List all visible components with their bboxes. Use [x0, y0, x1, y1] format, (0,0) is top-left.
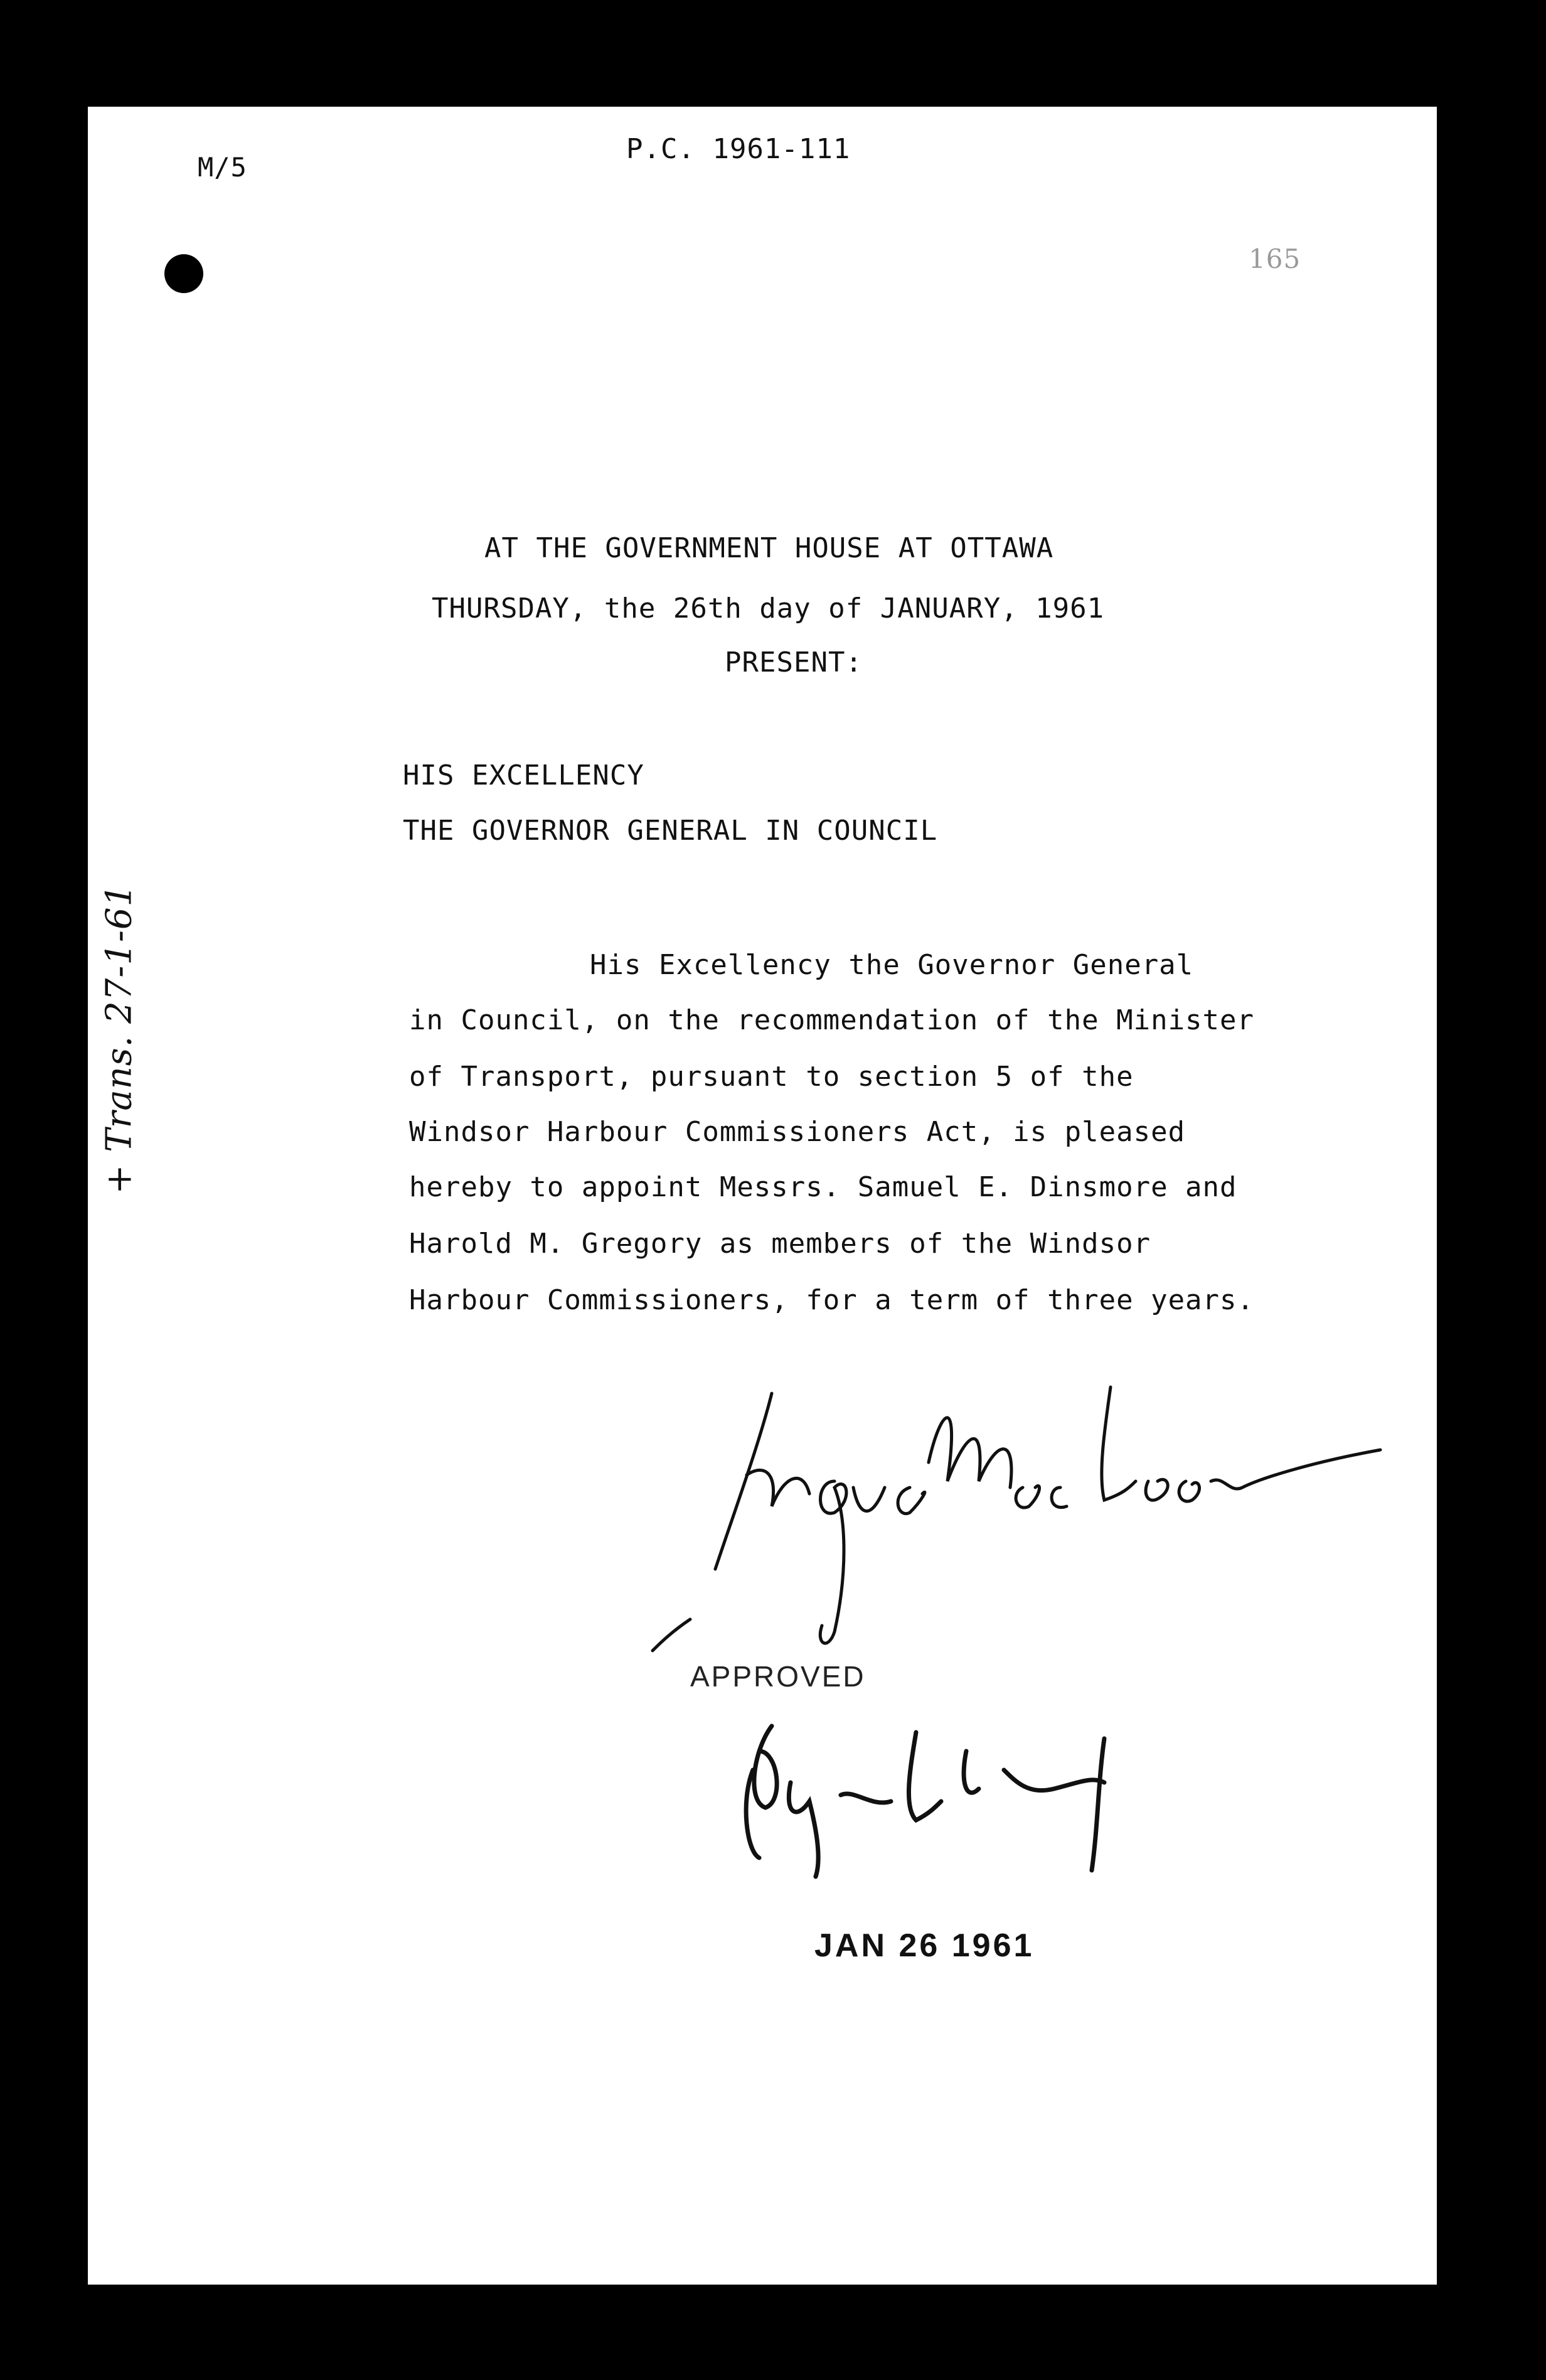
addressee-line-2: THE GOVERNOR GENERAL IN COUNCIL	[403, 815, 938, 847]
heading-line-1: AT THE GOVERNMENT HOUSE AT OTTAWA	[484, 532, 1054, 564]
body-line: Harold M. Gregory as members of the Windsor	[409, 1228, 1151, 1260]
page-number-stamp: 165	[1249, 244, 1301, 274]
heading-line-2: THURSDAY, the 26th day of JANUARY, 1961	[432, 592, 1105, 624]
body-line: hereby to appoint Messrs. Samuel E. Dinsmore and	[409, 1171, 1237, 1203]
signature-minister	[646, 1368, 1399, 1657]
body-line: His Excellency the Governor General	[590, 949, 1194, 981]
file-mark: M/5	[198, 152, 247, 183]
order-number: P.C. 1961-111	[626, 133, 851, 165]
heading-line-3: PRESENT:	[725, 646, 863, 678]
approved-stamp: APPROVED	[690, 1660, 866, 1693]
body-line: in Council, on the recommendation of the Minister	[409, 1004, 1255, 1036]
date-stamp: JAN 26 1961	[814, 1927, 1035, 1964]
body-line: Harbour Commissioners, for a term of three years.	[409, 1284, 1255, 1316]
punch-hole	[164, 254, 203, 293]
body-line: of Transport, pursuant to section 5 of the	[409, 1061, 1134, 1093]
addressee-line-1: HIS EXCELLENCY	[403, 759, 644, 791]
body-line: Windsor Harbour Commissioners Act, is pleased	[409, 1116, 1186, 1148]
side-note: + Trans. 27-1-61	[99, 883, 140, 1194]
signature-governor-general	[728, 1713, 1167, 1889]
